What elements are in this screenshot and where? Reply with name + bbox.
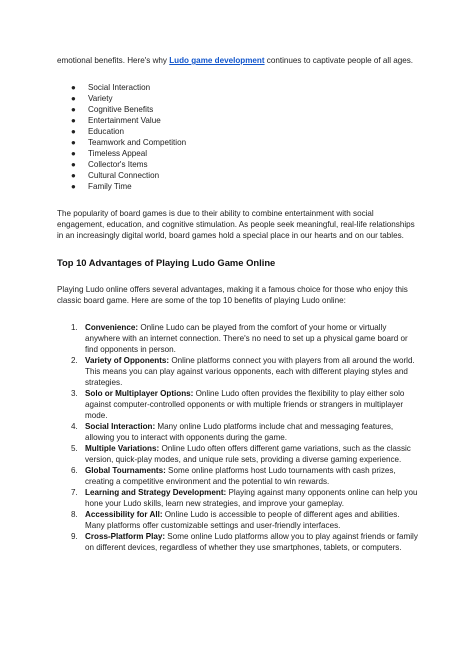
item-text: Some online platforms host Ludo tournaments with cash prizes, creating a competitive environment and the potential to win rewards. bbox=[85, 466, 396, 486]
item-title: Convenience: bbox=[85, 323, 139, 332]
ludo-game-development-link[interactable]: Ludo game development bbox=[169, 56, 265, 65]
list-item bbox=[57, 388, 420, 421]
list-item bbox=[57, 322, 420, 355]
bullet-icon: ● bbox=[71, 105, 76, 114]
benefits-list bbox=[57, 82, 420, 192]
item-text: Online Ludo is accessible to people of different ages and abilities. Many platforms offer customizable settings and user-friendly interfaces. bbox=[85, 510, 400, 530]
intro-paragraph bbox=[57, 55, 420, 66]
item-number: 2. bbox=[71, 356, 78, 365]
bullet-icon: ● bbox=[71, 149, 76, 158]
item-text: Online Ludo often provides the flexibility to play either solo against computer-controlled opponents or with multiple friends or strangers in multiplayer mode. bbox=[85, 389, 405, 420]
item-text: Online Ludo can be played from the comfort of your home or virtually anywhere with an internet connection. There's no need to set up a physical game board or find opponents in person. bbox=[85, 323, 408, 354]
item-text: Online platforms connect you with players from all around the world. This means you can play against various opponents, each with different playing styles and strategies. bbox=[85, 356, 415, 387]
bullet-icon: ● bbox=[71, 83, 76, 92]
list-item: ● Variety bbox=[71, 94, 113, 103]
list-item: ● Family Time bbox=[71, 182, 132, 191]
list-item: ● Teamwork and Competition bbox=[71, 138, 187, 147]
item-text: Many online Ludo platforms include chat and messaging features, allowing you to interact with opponents during the game. bbox=[85, 422, 394, 442]
bullet-icon: ● bbox=[71, 127, 76, 136]
list-item bbox=[57, 531, 420, 553]
list-item: ● Social Interaction bbox=[71, 83, 151, 92]
item-number: 1. bbox=[71, 323, 78, 332]
item-number: 7. bbox=[71, 488, 78, 497]
list-item: ● Collector's Items bbox=[71, 160, 148, 169]
list-item bbox=[57, 421, 420, 443]
item-title: Cross-Platform Play: bbox=[85, 532, 166, 541]
item-text: Online Ludo often offers different game variations, such as the classic version, quick-play modes, and unique rule sets, providing a diverse gaming experience. bbox=[85, 444, 411, 464]
intro-text-before: emotional benefits. Here's why bbox=[57, 56, 170, 65]
list-item: ● Cognitive Benefits bbox=[71, 105, 154, 114]
list-item: ● Timeless Appeal bbox=[71, 149, 148, 158]
bullet-icon: ● bbox=[71, 171, 76, 180]
list-item bbox=[57, 355, 420, 388]
bullet-icon: ● bbox=[71, 160, 76, 169]
item-title: Global Tournaments: bbox=[85, 466, 166, 475]
list-item bbox=[57, 443, 420, 465]
item-number: 5. bbox=[71, 444, 78, 453]
list-item: ● Entertainment Value bbox=[71, 116, 161, 125]
item-number: 9. bbox=[71, 532, 78, 541]
item-text: Playing against many opponents online can help you hone your Ludo skills, learn new strategies, and improve your gameplay. bbox=[85, 488, 418, 508]
item-number: 3. bbox=[71, 389, 78, 398]
item-number: 8. bbox=[71, 510, 78, 519]
list-item: ● Cultural Connection bbox=[71, 171, 160, 180]
list-item bbox=[57, 487, 420, 509]
intro-text-after: continues to captivate people of all ages. bbox=[264, 56, 414, 65]
item-title: Social Interaction: bbox=[85, 422, 156, 431]
item-number: 6. bbox=[71, 466, 78, 475]
advantages-intro-paragraph: Playing Ludo online offers several advantages, making it a famous choice for those who enjoy this classic board game. Here are some of the top 10 benefits of playing Ludo online: bbox=[57, 285, 408, 305]
popularity-paragraph: The popularity of board games is due to their ability to combine entertainment with social engagement, education, and cognitive stimulation. As people seek meaningful, real-life relationships in an increasingly digital world, board games hold a special place in our hearts and on our tables. bbox=[57, 209, 415, 240]
list-item bbox=[57, 509, 420, 531]
section-heading: Top 10 Advantages of Playing Ludo Game Online bbox=[57, 257, 276, 268]
bullet-icon: ● bbox=[71, 94, 76, 103]
bullet-icon: ● bbox=[71, 116, 76, 125]
list-item: ● Education bbox=[71, 127, 124, 136]
item-title: Multiple Variations: bbox=[85, 444, 160, 453]
item-title: Solo or Multiplayer Options: bbox=[85, 389, 194, 398]
item-title: Accessibility for All: bbox=[85, 510, 163, 519]
item-text: Some online Ludo platforms allow you to play against friends or family on different devices, regardless of whether they use smartphones, tablets, or computers. bbox=[85, 532, 418, 552]
bullet-icon: ● bbox=[71, 138, 76, 147]
item-title: Learning and Strategy Development: bbox=[85, 488, 227, 497]
list-item bbox=[57, 465, 420, 487]
item-title: Variety of Opponents: bbox=[85, 356, 170, 365]
bullet-icon: ● bbox=[71, 182, 76, 191]
advantages-list bbox=[57, 322, 420, 553]
item-number: 4. bbox=[71, 422, 78, 431]
